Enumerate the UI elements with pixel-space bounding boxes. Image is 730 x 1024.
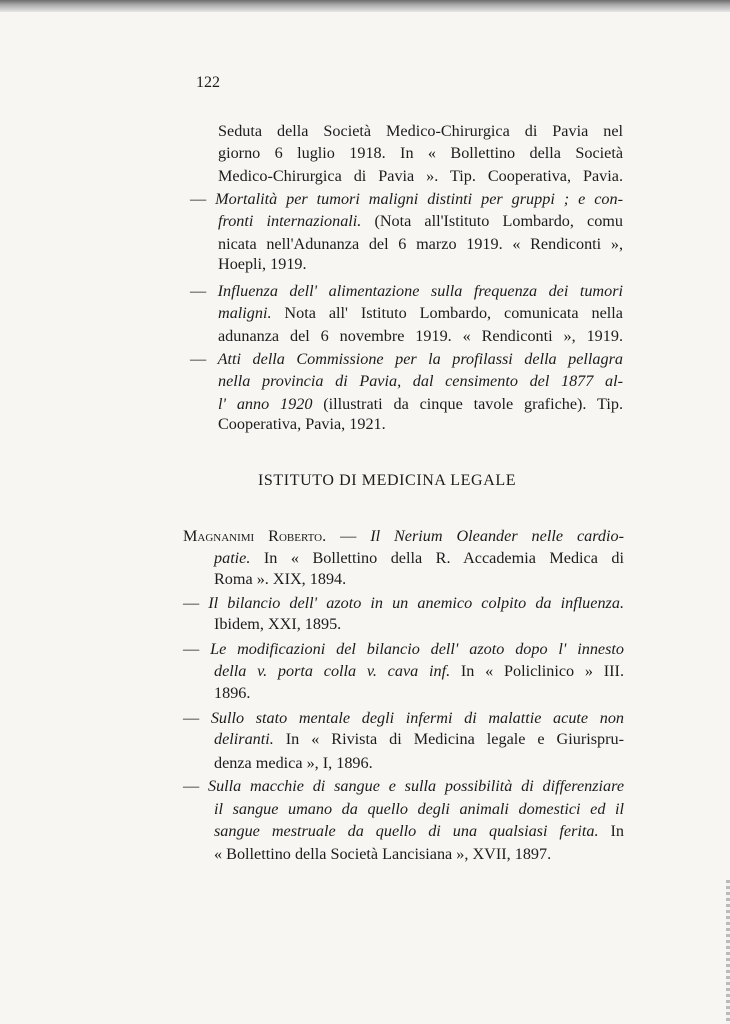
page-number: 122	[196, 74, 220, 91]
text-line	[190, 349, 623, 369]
text-segment: In « Rivista di Medicina legale e Giurispru-	[273, 730, 624, 748]
text-line	[218, 414, 386, 434]
italic-title-text: l' anno 1920	[218, 395, 313, 413]
italic-title-text: Atti della Commissione per la profilassi della pellagra	[217, 350, 623, 368]
italic-title-text: patie.	[214, 549, 251, 567]
italic-title-text: maligni.	[218, 304, 272, 322]
text-line	[214, 548, 624, 568]
scan-top-edge	[0, 0, 730, 12]
text-segment: —	[183, 709, 211, 727]
italic-title-text: Sulla macchie di sangue e sulla possibilità di differenziare	[207, 777, 625, 795]
text-segment: Seduta della Società Medico-Chirurgica di Pavia nel	[218, 122, 623, 140]
text-line	[214, 729, 624, 749]
text-segment: (illustrati da cinque tavole grafiche). Tip.	[312, 395, 623, 413]
italic-title-text: della v. porta colla v. cava inf.	[214, 662, 451, 680]
text-segment: —	[190, 282, 218, 300]
italic-title-text: Sullo stato mentale degli infermi di malattie acute non	[210, 709, 625, 727]
text-segment: Hoepli, 1919.	[218, 255, 307, 273]
text-segment: Nota all' Istituto Lombardo, comunicata nella	[271, 304, 623, 322]
text-line	[214, 683, 250, 703]
text-line	[218, 394, 623, 414]
text-segment: —	[183, 594, 209, 612]
text-segment: In « Bollettino della R. Accademia Medica di	[250, 549, 624, 567]
text-line	[183, 639, 624, 659]
scan-right-edge	[726, 880, 730, 1024]
text-line	[214, 569, 346, 589]
text-line	[214, 821, 624, 841]
text-segment: —	[183, 777, 208, 795]
italic-title-text: fronti internazionali.	[218, 212, 362, 230]
italic-title-text: Mortalità per tumori maligni distinti per gruppi ; e con-	[215, 190, 623, 208]
italic-title-text: il sangue umano da quello degli animali domestici ed il	[214, 800, 624, 818]
text-segment: giorno 6 luglio 1918. In « Bollettino della Società	[218, 144, 623, 162]
italic-title-text: Il Nerium Oleander nelle cardio-	[370, 527, 624, 545]
italic-title-text: deliranti.	[214, 730, 274, 748]
text-line	[183, 526, 624, 546]
text-segment: Ibidem, XXI, 1895.	[214, 615, 342, 633]
text-segment: In « Policlinico » III.	[450, 662, 624, 680]
italic-title-text: Il bilancio dell' azoto in un anemico colpito da influenza.	[208, 594, 624, 612]
text-segment: —	[190, 350, 218, 368]
text-segment: denza medica », I, 1896.	[214, 754, 373, 772]
text-segment: Medico-Chirurgica di Pavia ». Tip. Cooperativa, Pavia.	[218, 167, 623, 185]
text-line	[190, 281, 623, 301]
text-line	[183, 708, 624, 728]
text-line	[218, 326, 623, 346]
text-line	[183, 776, 624, 796]
text-segment: (Nota all'Istituto Lombardo, comu	[361, 212, 623, 230]
italic-title-text: Influenza dell' alimentazione sulla frequenza dei tumori	[217, 282, 624, 300]
italic-title-text: sangue mestruale da quello di una qualsiasi ferita.	[214, 822, 599, 840]
text-line	[218, 371, 623, 391]
text-segment: « Bollettino della Società Lancisiana », XVII, 1897.	[214, 845, 552, 863]
text-line	[218, 211, 623, 231]
text-segment: —	[190, 190, 216, 208]
text-segment: Roma ». XIX, 1894.	[214, 570, 347, 588]
text-segment: adunanza del 6 novembre 1919. « Rendiconti », 1919.	[218, 327, 623, 345]
text-line	[183, 593, 624, 613]
text-line	[218, 234, 623, 254]
text-line	[214, 661, 624, 681]
text-line	[190, 189, 623, 209]
text-line	[218, 254, 307, 274]
text-line	[218, 166, 623, 186]
text-segment: Cooperativa, Pavia, 1921.	[218, 415, 386, 433]
text-line	[218, 303, 623, 323]
italic-title-text: Le modificazioni del bilancio dell' azoto dopo l' innesto	[210, 640, 625, 658]
text-line	[214, 753, 373, 773]
text-segment: nicata nell'Adunanza del 6 marzo 1919. « Rendiconti »,	[218, 235, 623, 253]
text-line	[214, 844, 551, 864]
text-line	[214, 614, 341, 634]
italic-title-text: nella provincia di Pavia, dal censimento del 1877 al-	[218, 372, 623, 390]
text-line	[218, 143, 623, 163]
text-line	[218, 121, 623, 141]
text-segment: In	[598, 822, 624, 840]
author-name: Magnanimi Roberto.	[183, 527, 327, 545]
text-line	[214, 799, 624, 819]
section-heading: ISTITUTO DI MEDICINA LEGALE	[258, 472, 517, 489]
text-segment: 1896.	[214, 684, 251, 702]
text-segment: —	[326, 527, 371, 545]
text-segment: —	[183, 640, 211, 658]
